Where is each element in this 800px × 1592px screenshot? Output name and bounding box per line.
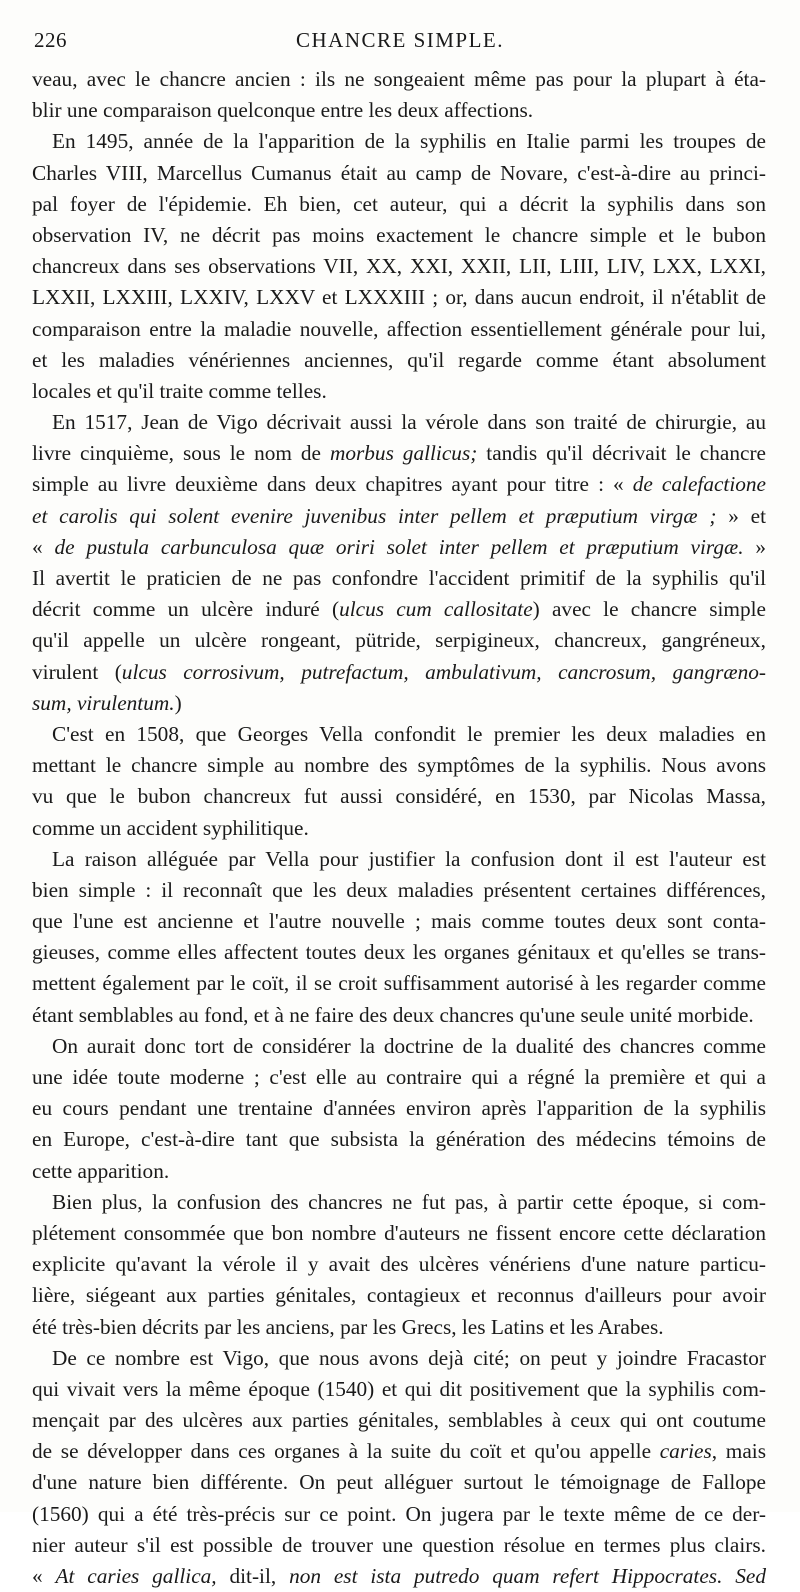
text-line: blir une comparaison quelconque entre les deux affections.: [32, 98, 534, 123]
text-line: pal foyer de l'épidemie. Eh bien, cet auteur, qui a décrit la syphilis dans son: [32, 191, 766, 216]
text-line: vu que le bubon chancreux fut aussi considéré, en 1530, par Nicolas Massa,: [32, 784, 766, 809]
text-line: qui vivait vers la même époque (1540) et qui dit positivement que la syphilis com-: [32, 1376, 766, 1401]
text-line: virulent (ulcus corrosivum, putrefactum, ambulativum, cancrosum, gangræno-: [32, 659, 766, 684]
text-line: Il avertit le praticien de ne pas confondre l'accident primitif de la syphilis qu'il: [32, 566, 766, 590]
text-line: et carolis qui solent evenire juvenibus inter pellem et præputium virgæ ; » et: [32, 503, 767, 528]
running-title: CHANCRE SIMPLE.: [295, 28, 505, 52]
text-line: bien simple : il reconnaît que les deux maladies présentent certaines différences,: [32, 877, 766, 902]
text-line: été très-bien décrits par les anciens, par les Grecs, les Latins et les Arabes.: [32, 1314, 664, 1339]
text-line: En 1495, année de la l'apparition de la syphilis en Italie parmi les troupes de: [52, 129, 766, 154]
text-line: étant semblables au fond, et à ne faire des deux chancres qu'une seule unité morbide.: [32, 1002, 754, 1027]
text-line: veau, avec le chancre ancien : ils ne songeaient même pas pour la plupart à éta-: [32, 67, 766, 91]
text-line: LXXII, LXXIII, LXXIV, LXXV et LXXXIII ; or, dans aucun endroit, il n'établit de: [32, 285, 766, 310]
text-line: explicite qu'avant la vérole il y avait des ulcères vénériens d'une nature particu-: [32, 1252, 766, 1277]
text-line: mettent également par le coït, il se croit suffisamment autorisé à les regarder comme: [32, 971, 766, 996]
text-line: plétement consommée que bon nombre d'auteurs ne fissent encore cette déclaration: [32, 1220, 766, 1245]
text-line: Bien plus, la confusion des chancres ne fut pas, à partir cette époque, si com-: [52, 1189, 766, 1214]
text-line: eu cours pendant une trentaine d'années environ après l'apparition de la syphilis: [32, 1096, 766, 1121]
text-line: observation IV, ne décrit pas moins exactement le chancre simple et le bubon: [32, 222, 766, 247]
text-line: nier auteur s'il est possible de trouver une question résolue en termes plus clairs.: [32, 1532, 766, 1557]
text-line: chancreux dans ses observations VII, XX, XXI, XXII, LII, LIII, LIV, LXX, LXXI,: [32, 254, 766, 279]
text-line: gieuses, comme elles affectent toutes deux les organes génitaux et qu'elles se trans-: [32, 940, 766, 965]
text-line: livre cinquième, sous le nom de morbus gallicus; tandis qu'il décrivait le chancre: [32, 441, 766, 466]
page-number: 226: [34, 28, 67, 52]
text-line: De ce nombre est Vigo, que nous avons dejà cité; on peut y joindre Fracastor: [52, 1345, 766, 1370]
text-line: « de pustula carbunculosa quæ oriri solet inter pellem et præputium virgæ. »: [32, 534, 766, 559]
text-line: locales et qu'il traite comme telles.: [32, 378, 327, 403]
text-line: et les maladies vénériennes anciennes, qu'il regarde comme étant absolument: [32, 347, 766, 372]
text-line: sum, virulentum.): [32, 690, 182, 715]
text-line: de se développer dans ces organes à la suite du coït et qu'ou appelle caries, mais: [32, 1439, 766, 1464]
body-text: [32, 64, 766, 1592]
text-line: comparaison entre la maladie nouvelle, affection essentiellement générale pour lui,: [32, 316, 766, 341]
page-header: [34, 28, 766, 56]
text-line: La raison alléguée par Vella pour justifier la confusion dont il est l'auteur est: [52, 846, 766, 871]
text-line: lière, siégeant aux parties génitales, contagieux et reconnus d'ailleurs pour avoir: [32, 1283, 766, 1308]
text-line: comme un accident syphilitique.: [32, 815, 309, 840]
text-line: simple au livre deuxième dans deux chapitres ayant pour titre : « de calefactione: [32, 472, 766, 497]
text-line: (1560) qui a été très-précis sur ce point. On jugera par le texte même de ce der-: [32, 1501, 766, 1526]
text-line: cette apparition.: [32, 1158, 170, 1183]
text-line: On aurait donc tort de considérer la doctrine de la dualité des chancres comme: [52, 1033, 766, 1058]
text-line: que l'une est ancienne et l'autre nouvelle ; mais comme toutes deux sont conta-: [32, 909, 766, 934]
text-line: mettant le chancre simple au nombre des symptômes de la syphilis. Nous avons: [32, 753, 766, 778]
text-line: Charles VIII, Marcellus Cumanus était au camp de Novare, c'est-à-dire au princi-: [32, 160, 766, 185]
text-line: d'une nature bien différente. On peut alléguer surtout le témoignage de Fallope: [32, 1470, 766, 1495]
text-line: décrit comme un ulcère induré (ulcus cum callositate) avec le chancre simple: [32, 597, 766, 622]
text-line: mençait par des ulcères aux parties génitales, semblables à ceux qui ont coutume: [32, 1408, 766, 1433]
text-line: « At caries gallica, dit-il, non est ista putredo quam refert Hippocrates. Sed: [32, 1564, 766, 1588]
text-line: en Europe, c'est-à-dire tant que subsista la génération des médecins témoins de: [32, 1127, 766, 1152]
text-line: C'est en 1508, que Georges Vella confondit le premier les deux maladies en: [52, 721, 766, 746]
text-line: une idée toute moderne ; c'est elle au contraire qui a régné la première et qui a: [32, 1065, 766, 1089]
text-line: qu'il appelle un ulcère rongeant, pütride, serpigineux, chancreux, gangréneux,: [32, 628, 766, 653]
text-line: En 1517, Jean de Vigo décrivait aussi la vérole dans son traité de chirurgie, au: [52, 410, 766, 435]
